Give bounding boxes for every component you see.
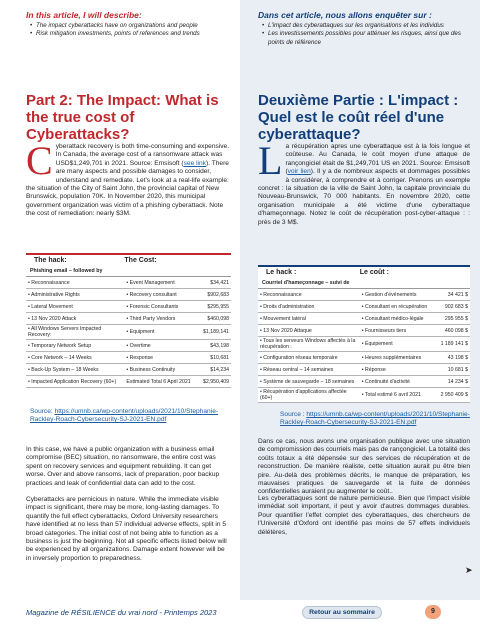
table-row xyxy=(26,364,231,376)
table-cell-item: • Réponse xyxy=(361,366,386,373)
table-header xyxy=(258,267,470,278)
table-row xyxy=(258,313,470,325)
table-cell-cost: $902,683 xyxy=(207,291,229,298)
table-cell-hack: • Reconnaissance xyxy=(28,279,70,286)
intro-heading-en: In this article, I will describe: xyxy=(26,10,142,20)
para-text: ). There are many aspects and possible damages to consider, understand and remediate. Let's look at a real-life example: the situation of the City of Saint John, the provincial capital of New Brunswick, population 70K. In November 2020, this municipal government organization was victim of a phishing cyberattack. Note the cost of remediation: nearly $3M. xyxy=(26,159,229,218)
source-en xyxy=(30,408,230,425)
footer xyxy=(0,600,480,625)
intro-item: • The impact cyberattacks have on organizations and people xyxy=(36,22,231,30)
magazine-title: Magazine de RÉSILIENCE du vrai nord - Printemps 2023 xyxy=(26,608,217,617)
table-row xyxy=(26,289,231,301)
intro-box-en xyxy=(26,10,231,39)
table-cell-item: • Forensic Consultants xyxy=(126,303,179,310)
table-cell-cost: $1,189,141 xyxy=(203,329,229,335)
table-cell-item: • Fournisseurs tiers xyxy=(361,327,407,334)
table-cell-cost: $460,098 xyxy=(207,315,229,322)
table-cell-item: • Consultant médico-légale xyxy=(361,315,424,322)
header-hack: The hack: xyxy=(34,257,67,264)
table-subheader: Phishing email – followed by xyxy=(26,266,231,277)
table-cell-cost: 43 198 $ xyxy=(447,354,468,361)
table-cell-item: • Gestion d'événements xyxy=(361,291,417,298)
header-cost: Le coût : xyxy=(359,269,389,276)
table-cell-cost: 10 681 $ xyxy=(447,366,468,373)
table-cell-hack: • Réseau central – 14 semaines xyxy=(260,366,334,373)
para-text: a récupération apres une cyberattaque est à la fois longue et coûteuse. Au Canada, le coût moyen d'une attaque de rançongiciel était de $1,249,701 US en 2021. Source: Emsisoft ( xyxy=(285,143,470,176)
table-cell-item: • Consultant en récupération xyxy=(361,303,428,310)
table-cell-cost: $14,234 xyxy=(210,366,229,373)
table-cell-item: • Heures supplémentaires xyxy=(361,354,422,361)
table-cell-hack: • Tous les serveurs Windows affectés à la récupération : xyxy=(260,338,356,350)
table-subheader: Courriel d'hameçonnage – suivi de xyxy=(258,278,470,289)
table-cell-cost: $34,421 xyxy=(210,279,229,286)
dropcap-fr: L xyxy=(258,138,283,183)
table-row xyxy=(26,325,231,340)
table-cell-cost: $295,955 xyxy=(207,303,229,310)
source-link[interactable]: https://umnb.ca/wp-content/uploads/2021/10/Stephanie-Rackley-Roach-Cybersecurity-SJ-2021-EN.pdf xyxy=(280,411,470,427)
source-label: Source: xyxy=(30,408,55,415)
table-cell-cost: 295 955 $ xyxy=(444,315,468,322)
table-cell-item: • Event Management xyxy=(126,279,175,286)
page-number: 9 xyxy=(425,605,441,619)
intro-heading-fr: Dans cet article, nous allons enquêter sur : xyxy=(258,10,432,20)
table-cell-item: • Response xyxy=(126,354,154,361)
paragraph-3-en: Cyberattacks are pernicious in nature. While the immediate visible impact is significant, there may be more, long-lasting damages. To quantify the full effect cyberattacks, Oxford University researchers have identified at no less than 57 individual adverse effects, split in 5 broad categories. The initial cost of not being able to function as a business is just the beginning. Not all specific effects listed below will be experienced by all organizations. Damage extent however will be in inversely proportion to preparedness. xyxy=(26,496,227,562)
header-cost: The Cost: xyxy=(124,257,157,264)
intro-item: • Risk mitigation investments, points of references and trends xyxy=(36,30,231,38)
source-fr xyxy=(280,411,475,428)
table-row xyxy=(258,325,470,337)
table-row xyxy=(258,301,470,313)
table-cell-item: • Total estimé 6 avril 2021 xyxy=(361,392,421,398)
table-cell-item: • Equipment xyxy=(126,329,155,335)
arrow-right-icon[interactable]: ➤ xyxy=(465,565,473,575)
table-cell-hack: • Core Network – 14 Weeks xyxy=(28,354,92,361)
part-title-en: Part 2: The Impact: What is the true cost of Cyberattacks? xyxy=(26,92,219,143)
table-cell-hack: • Impacted Application Recovery (60+) xyxy=(28,378,117,385)
table-cell-cost: 34 421 $ xyxy=(447,291,468,298)
paragraph-3-fr: Les cyberattaques sont de nature pernicieuse. Bien que l'impact visible immédiat soit important, il peut y avoir d'autres dommages durables. Pour quantifier l'effet complet des cyberattaques, des chercheurs de l'Université d'Oxford ont identifié pas moins de 57 effets individuels délétères, xyxy=(258,495,470,536)
table-cell-hack: • 13 Nov 2020 Attaque xyxy=(260,327,312,334)
table-cell-hack: • Droits d'administration xyxy=(260,303,315,310)
table-cell-hack: • All Windows Servers Impacted Recovery: xyxy=(28,326,102,338)
table-row xyxy=(258,337,470,352)
header-hack: Le hack : xyxy=(266,269,297,276)
intro-list-en xyxy=(26,22,231,39)
table-header xyxy=(26,255,231,266)
source-label: Source : xyxy=(280,411,307,418)
back-to-contents-button[interactable]: Retour au sommaire xyxy=(302,606,382,619)
table-row xyxy=(258,376,470,388)
see-link[interactable]: see link xyxy=(183,159,206,167)
table-cell-item: • Third Party Vendors xyxy=(126,315,176,322)
voir-lien-link[interactable]: voir lien xyxy=(287,168,311,176)
table-row xyxy=(26,313,231,325)
table-cell-cost: 1 189 141 $ xyxy=(440,341,468,347)
source-link[interactable]: https://umnb.ca/wp-content/uploads/2021/10/Stephanie-Rackley-Roach-Cybersecurity-SJ-2021-EN.pdf xyxy=(30,408,219,424)
para-text: yberattack recovery is both time-consuming and expensive. In Canada, the average cost of a ransomware attack was USD$1,249,701 in 2021. Source: Emsisoft ( xyxy=(55,143,230,167)
table-row xyxy=(26,277,231,289)
table-cell-cost: 460 098 $ xyxy=(444,327,468,334)
table-cell-hack: • Récupération d'applications affectée (60+) xyxy=(260,389,347,401)
paragraph-1-fr xyxy=(258,138,470,227)
table-cell-hack: • Reconnaissance xyxy=(260,291,302,298)
table-cell-hack: • Lateral Movement xyxy=(28,303,73,310)
table-row xyxy=(26,301,231,313)
intro-item: • L'impact des cyberattaques sur les organisations et les individus xyxy=(268,22,463,30)
dropcap-en: C xyxy=(26,138,53,183)
table-cell-hack: • Administrative Rights xyxy=(28,291,80,298)
paragraph-1-en xyxy=(26,138,231,219)
table-row xyxy=(258,352,470,364)
table-row xyxy=(26,352,231,364)
table-row xyxy=(26,376,231,388)
table-cell-cost: 902 683 $ xyxy=(444,303,468,310)
table-cell-hack: • Configuration réseau temporaire xyxy=(260,354,338,361)
table-cell-item: • Overtime xyxy=(126,342,151,349)
table-cell-cost: 2 950 409 $ xyxy=(440,392,468,398)
intro-box-fr xyxy=(258,10,463,47)
paragraph-2-fr: Dans ce cas, nous avons une organisation publique avec une situation de compromission des courriels mais pas de rançongiciel. La totalité des coûts totaux a été dépensée sur des services de récupération et de reconstruction. De manière réaliste, cette situation aurait pu être bien pire. Au-delà des problèmes décrits, le manque de préparation, les mauvaises pratiques de sauvegarde et la fuite de données confidentielles auraient pu augmenter le coût.. xyxy=(258,438,470,496)
table-row xyxy=(258,364,470,376)
table-cell-cost: $10,681 xyxy=(210,354,229,361)
table-cell-item: • Recovery consultant xyxy=(126,291,177,298)
table-cell-cost: $2,950,409 xyxy=(203,378,229,385)
table-cell-cost: 14 234 $ xyxy=(447,378,468,385)
intro-item: • Les investissements possibles pour atténuer les risques, ainsi que des points de référence xyxy=(268,30,463,47)
table-row xyxy=(258,289,470,301)
table-cell-hack: • Back-Up System – 18 Weeks xyxy=(28,366,99,373)
table-cell-cost: $43,198 xyxy=(210,342,229,349)
table-cell-hack: • 13 Nov 2020 Attack xyxy=(28,315,77,322)
table-cell-item: • Business Continuity xyxy=(126,366,176,373)
table-row xyxy=(26,340,231,352)
table-cell-hack: • Mouvement latéral xyxy=(260,315,306,322)
para-text: ). Il y a de nombreux aspects et dommages possibles à considérer, à comprendre et à corriger. Prenons un exemple concret : la situation de la ville de Saint John, la capitale provinciale du Nouveau-Brunswick, 70 000 habitants. En novembre 2020, cette organisation municipale a été victime d'une cyberattaque d'hameçonnage. Notez le coût de récupération post-cyber-attaque : : près de 3 M$. xyxy=(258,168,470,226)
cost-table-en xyxy=(26,253,231,388)
cost-table-fr xyxy=(258,265,470,403)
table-row xyxy=(258,388,470,403)
table-cell-item: • Continuité d'activité xyxy=(361,378,410,385)
table-cell-item: • Équipement xyxy=(361,341,393,347)
table-cell-item: Estimated Total 6 April 2021 xyxy=(126,378,191,385)
intro-list-fr xyxy=(258,22,463,47)
table-cell-hack: • Système de sauvegarde – 18 semaines xyxy=(260,378,355,385)
paragraph-2-en: In this case, we have a public organization with a business email compromise (BEC) situation, no ransomware, the entire cost was spent on recovery services and equipment rebuilding. It can get worse. Over and above ransoms, lack of preparation, poor backup practices and leak of confidential data can add to the cost. xyxy=(26,446,220,487)
table-cell-hack: • Temporary Network Setup xyxy=(28,342,92,349)
english-column xyxy=(0,0,240,600)
part-title-fr: Deuxième Partie : L'impact : Quel est le coût réel d'une cyberattaque? xyxy=(258,92,459,143)
